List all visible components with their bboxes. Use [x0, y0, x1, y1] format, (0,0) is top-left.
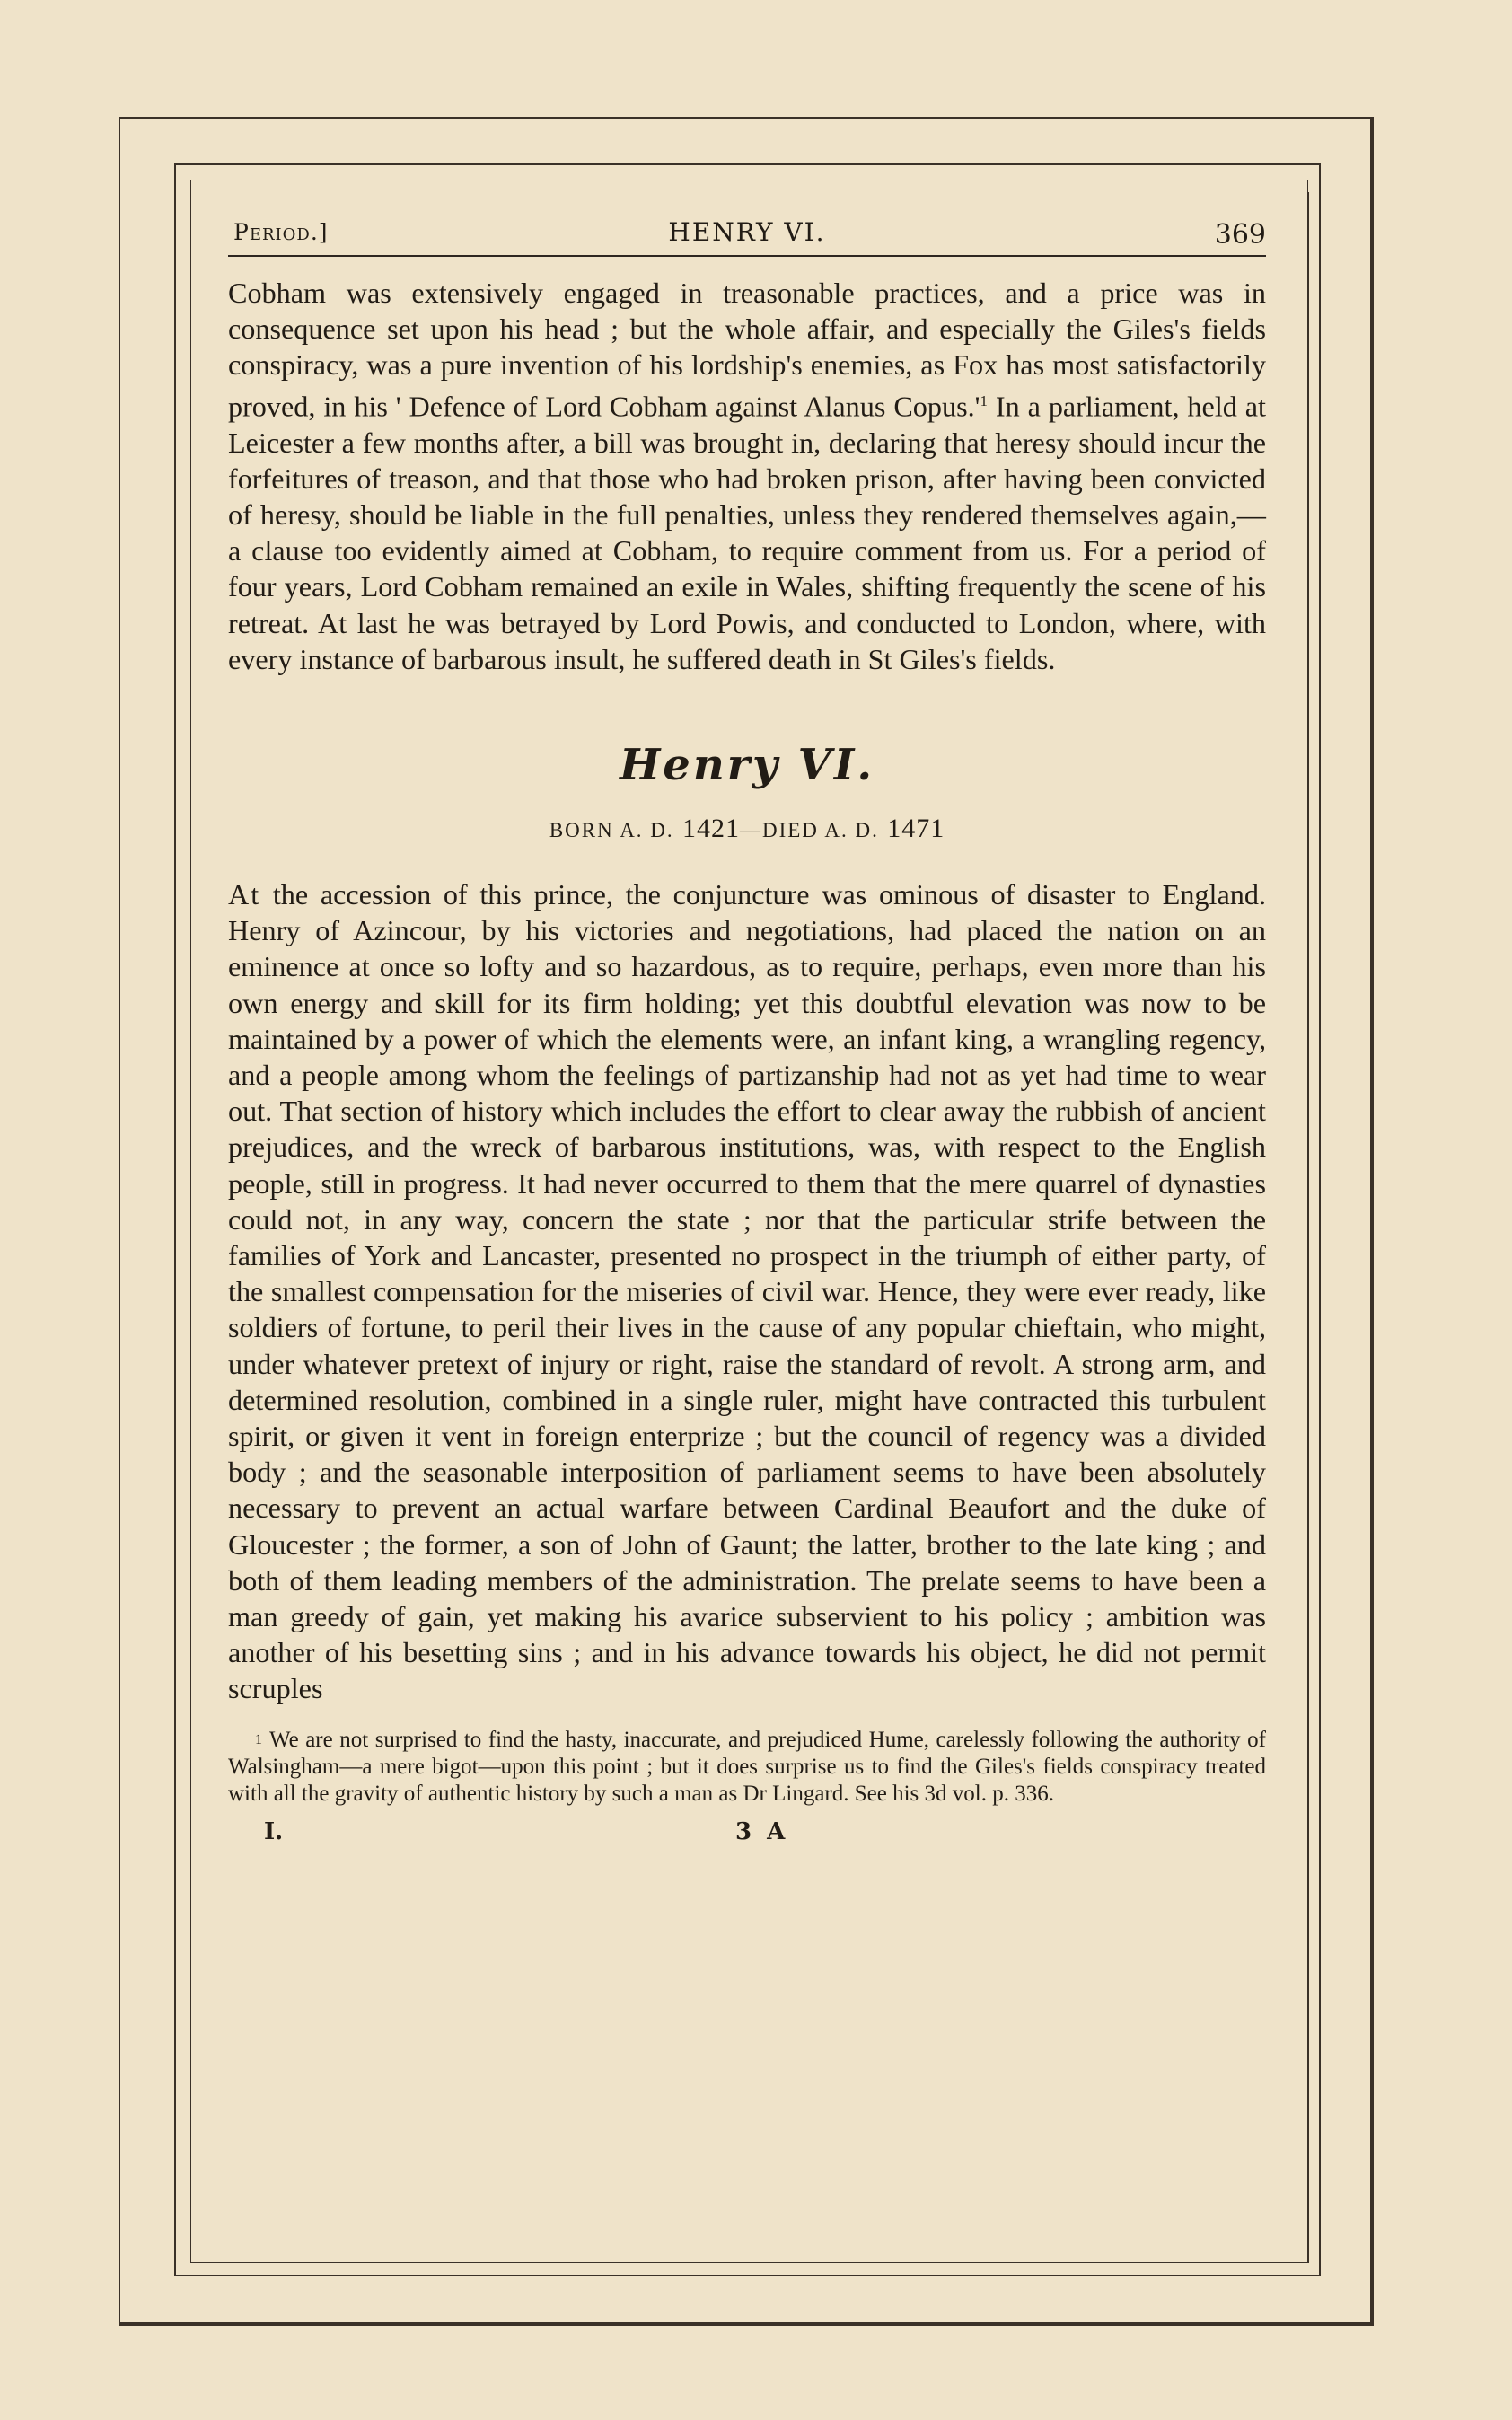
page-content — [228, 212, 1266, 1854]
main-paragraph — [228, 876, 1266, 1707]
first-word: At — [228, 877, 261, 911]
born-label: BORN A. D. — [549, 818, 674, 841]
footnote-text: We are not surprised to find the hasty, inaccurate, and prejudiced Hume, carelessly following the authority of Walsingham—a mere bigot—upon this point ; but it does surprise us to find the Giles's fields conspiracy treated with all the gravity of authentic history by such a man as Dr Lingard. See his 3d vol. p. 336. — [228, 1727, 1266, 1806]
signature-line — [228, 1818, 1266, 1854]
footnote — [228, 1727, 1266, 1808]
died-year: 1471 — [887, 813, 945, 843]
footnote-mark: 1 — [255, 1731, 262, 1747]
running-head-left: Period.] — [233, 219, 329, 245]
died-label: —DIED A. D. — [739, 818, 879, 841]
side-rule — [1307, 192, 1309, 2263]
footnote-reference: 1 — [980, 392, 988, 409]
life-dates — [228, 814, 1266, 844]
running-head-title: HENRY VI. — [668, 217, 826, 247]
continuation-text-after: In a parliament, held at Leicester a few months after, a bill was brought in, declaring that heresy should incur the forfeitures of treason, and that those who had broken prison, after having been convicted of heresy, should be liable in the full penalties, unless they rendered themselves again,—a clause too evidently aimed at Cobham, to require comment from us. For a period of four years, Lord Cobham remained an exile in Wales, shifting frequently the scene of his retreat. At last he was betrayed by Lord Powis, and conducted to London, where, with every instance of barbarous insult, he suffered death in St Giles's fields. — [228, 390, 1267, 675]
running-head — [228, 212, 1266, 257]
volume-mark: I. — [264, 1817, 284, 1845]
continuation-text: Cobham was extensively engaged in treasonable practices, and a price was in consequence set upon his head ; but the whole affair, and especially the Giles's fields conspiracy, was a pure invention of his lordship's enemies, as Fox has most satisfactorily proved, in his ' Defence of Lord Cobham against Alanus Copus.' — [228, 277, 1266, 423]
page-number: 369 — [1214, 219, 1266, 251]
main-text: the accession of this prince, the conjuncture was ominous of disaster to England. Henry of Azincour, by his victories and negotiations, had placed the nation on an eminence at once so lofty and so hazardous, as to require, perhaps, even more than his own energy and skill for its firm holding; yet this doubtful elevation was now to be maintained by a power of which the elements were, an infant king, a wrangling regency, and a people among whom the feelings of partizanship had not as yet had time to wear out. That section of history which includes the effort to clear away the rubbish of ancient prejudices, and the wreck of barbarous institutions, was, with respect to the English people, still in progress. It had never occurred to them that the mere quarrel of dynasties could not, in any way, concern the state ; nor that the particular strife between the families of York and Lancaster, presented no prospect in the triumph of either party, of the smallest compensation for the miseries of civil war. Hence, they were ever ready, like soldiers of fortune, to peril their lives in the cause of any popular chieftain, who might, under whatever pretext of injury or right, raise the standard of revolt. A strong arm, and determined resolution, combined in a single ruler, might have contracted this turbulent spirit, or given it vent in foreign enterprize ; but the council of regency was a divided body ; and the seasonable interposition of parliament seems to have been absolutely necessary to prevent an actual warfare between Cardinal Beaufort and the duke of Gloucester ; the former, a son of John of Gaunt; the latter, brother to the late king ; and both of them leading members of the administration. The prelate seems to have been a man greedy of gain, yet making his avarice subservient to his policy ; ambition was another of his besetting sins ; and in his advance towards his object, he did not permit scruples — [228, 877, 1266, 1705]
continuation-paragraph — [228, 275, 1266, 677]
signature-mark: 3 A — [735, 1817, 789, 1845]
born-year: 1421 — [681, 813, 740, 843]
section-title: Henry VI. — [619, 739, 875, 790]
